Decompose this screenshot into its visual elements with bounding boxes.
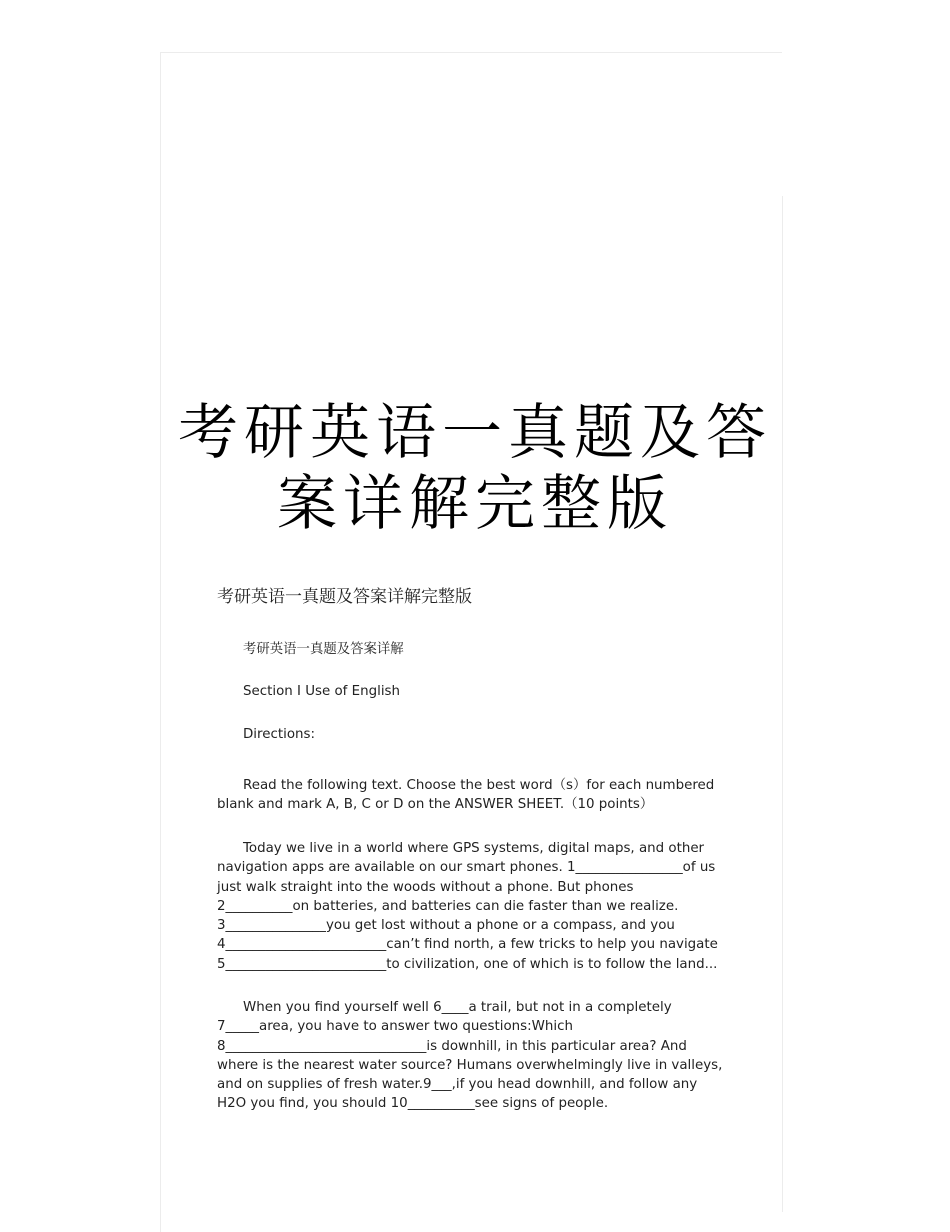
paragraph-heading: 考研英语一真题及答案详解 <box>243 642 404 657</box>
page-frame-right-edge <box>782 196 783 1212</box>
paragraph-passage-1: Today we live in a world where GPS systems, digital maps, and other navigation apps are available on our smart phones. 1________________of us just walk straight into the woods without a phone. But phones 2__________on batteries, and batteries can die faster than we realize. 3_______________you get lost without a phone or a compass, and you 4________________________can’t find north, a few tricks to help you navigate 5________________________to civilization, one of which is to follow the land... <box>217 841 718 972</box>
paragraph-directions-text: Read the following text. Choose the best word（s）for each numbered blank and mark A, B, C or D on the ANSWER SHEET.（10 points） <box>217 778 715 813</box>
paragraph-passage-2: When you find yourself well 6____a trail, but not in a completely 7_____area, you have to answer two questions:Which 8______________________________is downhill, in this particular area? And where is the nearest water source? Humans overwhelmingly live in valleys, and on supplies of fresh water.9___,if you head downhill, and follow any H2O you find, you should 10__________see signs of people. <box>217 1000 723 1112</box>
paragraph-section: Section Ⅰ Use of English <box>243 684 400 699</box>
document-subtitle: 考研英语一真题及答案详解完整版 <box>217 587 472 607</box>
paragraph-directions-label: Directions: <box>243 727 315 742</box>
document-title: 考研英语一真题及答案详解完整版 <box>178 398 772 539</box>
